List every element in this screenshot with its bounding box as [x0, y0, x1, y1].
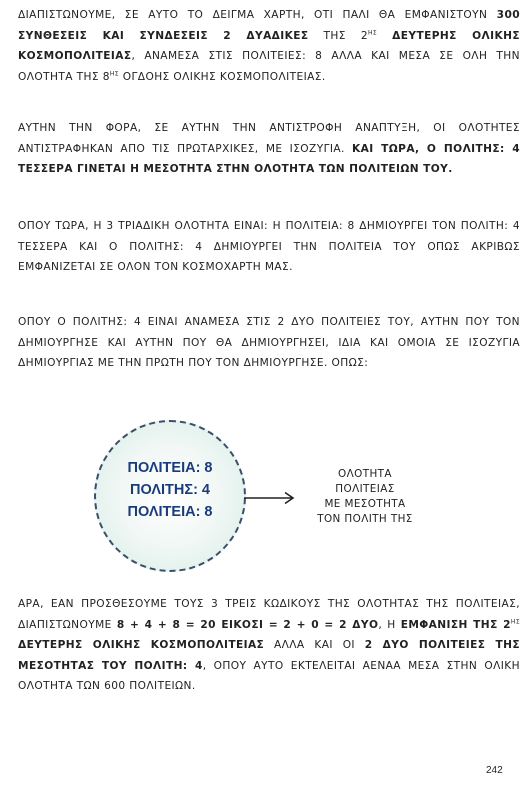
paragraph-3: ΟΠΟΥ ΤΩΡΑ, Η 3 ΤΡΙΑΔΙΚΗ ΟΛΟΤΗΤΑ ΕΙΝΑΙ: Η ΠΟΛΙΤΕΙΑ: 8 ΔΗΜΙΟΥΡΓΕΙ ΤΟΝ ΠΟΛΙΤΗ: 4 ΤΕΣΣΕΡΑ ΚΑΙ Ο ΠΟΛΙΤΗΣ: 4 ΔΗΜΙΟΥΡΓΕΙ ΤΗΝ ΠΟΛΙΤΕΙΑ ΤΟΥ ΟΠΩΣ ΑΚΡΙΒΩΣ ΕΜΦΑΝΙΖΕΤΑΙ ΣΕ ΟΛΟΝ ΤΟΝ ΚΟΣΜΟΧΑΡΤΗ ΜΑΣ. [18, 220, 520, 273]
p1-bold-b: 300 ΣΥΝΘΕΣΕΙΣ ΚΑΙ ΣΥΝΔΕΣΕΙΣ 2 ΔΥΑΔΙΚΕΣ [18, 9, 520, 42]
p2-text-a: ΑΥΤΗΝ ΤΗΝ ΦΟΡΑ, ΣΕ ΑΥΤΗΝ ΤΗΝ ΑΝΤΙΣΤΡΟΦΗ ΑΝΑΠΤΥΞΗ, ΟΙ ΟΛΟΤΗΤΕΣ ΑΝΤΙΣΤΡΑΦΗΚΑΝ ΑΠΟ ΤΙΣ ΠΡΩΤΑΡΧΙΚΕΣ, ΜΕ ΙΣΟΖΥΓΙΑ. [18, 122, 520, 155]
circle-label-2: ΠΟΛΙΤΗΣ: 4 [129, 482, 210, 498]
p1-superscript-2: ΗΣ [109, 69, 119, 77]
right-arrow-icon [244, 491, 296, 505]
circle-labels [94, 457, 246, 523]
circle-label-3: ΠΟΛΙΤΕΙΑ: 8 [127, 504, 213, 520]
result-line-1: ΟΛΟΤΗΤΑ [338, 468, 392, 480]
paragraph-4: ΟΠΟΥ Ο ΠΟΛΙΤΗΣ: 4 ΕΙΝΑΙ ΑΝΑΜΕΣΑ ΣΤΙΣ 2 ΔΥΟ ΠΟΛΙΤΕΙΕΣ ΤΟΥ, ΑΥΤΗΝ ΠΟΥ ΤΟΝ ΔΗΜΙΟΥΡΓΗΣΕ ΚΑΙ ΑΥΤΗΝ ΠΟΥ ΘΑ ΔΗΜΙΟΥΡΓΗΣΕΙ, ΙΔΙΑ ΚΑΙ ΟΜΟΙΑ ΣΕ ΙΣΟΖΥΓΙΑ ΔΗΜΙΟΥΡΓΙΑΣ ΜΕ ΤΗΝ ΠΡΩΤΗ ΠΟΥ ΤΟΝ ΔΗΜΙΟΥΡΓΗΣΕ. ΟΠΩΣ: [18, 316, 520, 369]
p1-text-f: ΟΓΔΟΗΣ ΟΛΙΚΗΣ ΚΟΣΜΟΠΟΛΙΤΕΙΑΣ. [119, 70, 326, 83]
page-number: 242 [486, 765, 503, 776]
p5-bold-b: 8 + 4 + 8 = 20 ΕΙΚΟΣΙ = 2 + 0 = 2 ΔΥΟ [116, 618, 379, 631]
result-line-2: ΠΟΛΙΤΕΙΑΣ [335, 483, 395, 495]
diagram [0, 415, 530, 585]
p1-bold-d: ΔΕΥΤΕΡΗΣ ΟΛΙΚΗΣ ΚΟΣΜΟΠΟΛΙΤΕΙΑΣ [18, 29, 520, 62]
p2-bold-b: ΚΑΙ ΤΩΡΑ, Ο ΠΟΛΙΤΗΣ: 4 ΤΕΣΣΕΡΑ ΓΙΝΕΤΑΙ Η ΜΕΣΟΤΗΤΑ ΣΤΗΝ ΟΛΟΤΗΤΑ ΤΩΝ ΠΟΛΙΤΕΙΩΝ ΤΟΥ. [18, 142, 520, 175]
p5-text-a: ΑΡΑ, ΕΑΝ ΠΡΟΣΘΕΣΟΥΜΕ ΤΟΥΣ 3 ΤΡΕΙΣ ΚΩΔΙΚΟΥΣ ΤΗΣ ΟΛΟΤΗΤΑΣ ΤΗΣ ΠΟΛΙΤΕΙΑΣ, ΔΙΑΠΙΣΤΩΝΟΥΜΕ [18, 598, 520, 631]
result-line-3: ΜΕ ΜΕΣΟΤΗΤΑ [324, 498, 406, 510]
p1-superscript-1: ΗΣ [368, 28, 378, 36]
p5-superscript-1: ΗΣ [510, 617, 521, 625]
circle-label-1: ΠΟΛΙΤΕΙΑ: 8 [127, 460, 213, 476]
p5-bold-e: ΔΕΥΤΕΡΗΣ ΟΛΙΚΗΣ ΚΟΣΜΟΠΟΛΙΤΕΙΑΣ [18, 639, 265, 651]
result-label [298, 467, 432, 527]
paragraph-1 [18, 5, 520, 87]
p1-text-c: ΤΗΣ 2 [308, 29, 369, 42]
p5-text-c: , Η [378, 618, 401, 631]
paragraph-5 [18, 594, 520, 697]
p5-text-h: , ΟΠΟΥ ΑΥΤΟ ΕΚΤΕΛΕΙΤΑΙ ΑΕΝΑΑ ΜΕΣΑ ΣΤΗΝ ΟΛΙΚΗ ΟΛΟΤΗΤΑ ΤΩΝ 600 ΠΟΛΙΤΕΙΩΝ. [18, 659, 520, 692]
p5-bold-g: 2 ΔΥΟ ΠΟΛΙΤΕΙΕΣ ΤΗΣ ΜΕΣΟΤΗΤΑΣ ΤΟΥ ΠΟΛΙΤΗ: 4 [18, 639, 520, 672]
p1-text-a: ΔΙΑΠΙΣΤΩΝΟΥΜΕ, ΣΕ ΑΥΤΟ ΤΟ ΔΕΙΓΜΑ ΧΑΡΤΗ, ΟΤΙ ΠΑΛΙ ΘΑ ΕΜΦΑΝΙΣΤΟΥΝ [18, 9, 497, 21]
paragraph-2 [18, 118, 520, 180]
p1-text-e: , ΑΝΑΜΕΣΑ ΣΤΙΣ ΠΟΛΙΤΕΙΕΣ: 8 ΑΛΛΑ ΚΑΙ ΜΕΣΑ ΣΕ ΟΛΗ ΤΗΝ ΟΛΟΤΗΤΑ ΤΗΣ 8 [18, 50, 520, 83]
p5-bold-d: ΕΜΦΑΝΙΣΗ ΤΗΣ 2 [400, 618, 511, 631]
p5-text-f: ΑΛΛΑ ΚΑΙ ΟΙ [264, 639, 365, 651]
result-line-4: ΤΟΝ ΠΟΛΙΤΗ ΤΗΣ [317, 513, 413, 525]
